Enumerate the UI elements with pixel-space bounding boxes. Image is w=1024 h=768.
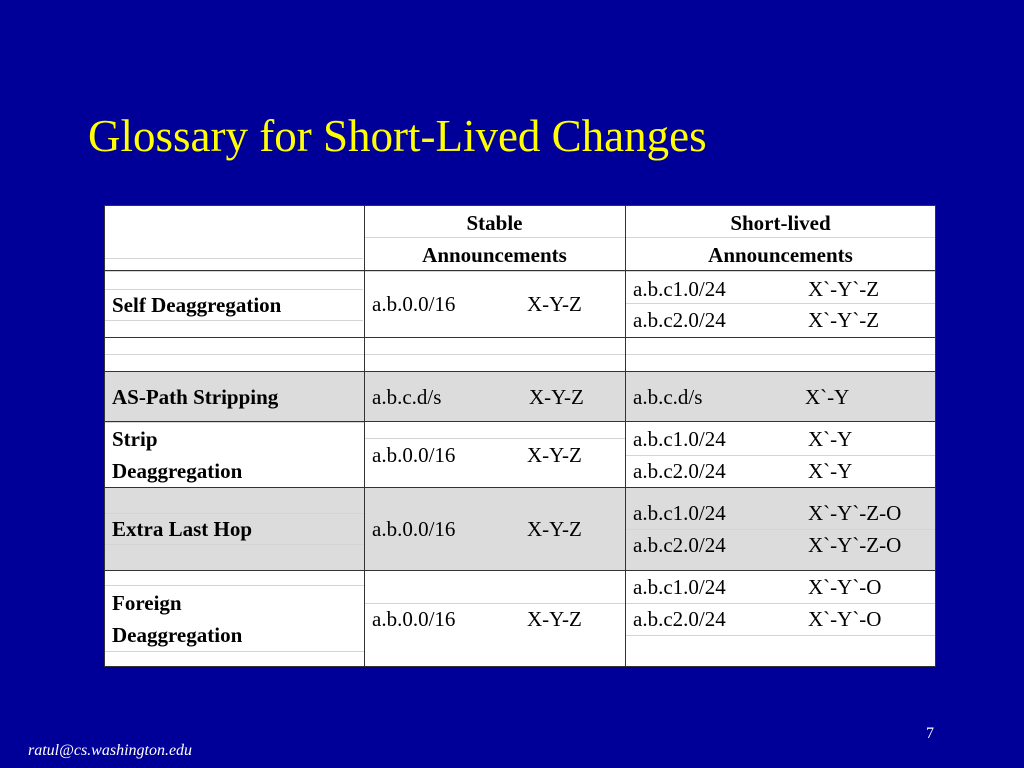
short-prefix: a.b.c1.0/24 (633, 427, 726, 451)
short-path: X`-Y`-O (808, 575, 882, 599)
stable-prefix: a.b.c.d/s (372, 385, 442, 409)
header-short-lived-line-1: Short-lived (730, 211, 831, 235)
short-prefix: a.b.c2.0/24 (633, 459, 726, 483)
page-number: 7 (926, 725, 934, 742)
short-path: X`-Y`-Z-O (808, 501, 902, 525)
stable-path: X-Y-Z (527, 517, 582, 541)
short-prefix: a.b.c.d/s (633, 385, 703, 409)
footer-email: ratul@cs.washington.edu (28, 742, 193, 759)
short-path: X`-Y`-O (808, 607, 882, 631)
short-prefix: a.b.c1.0/24 (633, 277, 726, 301)
short-path: X`-Y`-Z-O (808, 533, 902, 557)
stable-prefix: a.b.0.0/16 (372, 292, 456, 316)
row-label-self-deaggregation: Self Deaggregation (112, 293, 282, 317)
stable-prefix: a.b.0.0/16 (372, 517, 456, 541)
row-label-foreign-line-1: Foreign (112, 591, 182, 615)
short-path: X`-Y (808, 427, 853, 451)
short-path: X`-Y (805, 385, 850, 409)
slide-title: Glossary for Short-Lived Changes (88, 111, 707, 161)
row-label-strip-line-1: Strip (112, 427, 158, 451)
short-prefix: a.b.c1.0/24 (633, 575, 726, 599)
stable-path: X-Y-Z (527, 607, 582, 631)
short-prefix: a.b.c1.0/24 (633, 501, 726, 525)
short-prefix: a.b.c2.0/24 (633, 607, 726, 631)
header-stable-line-2: Announcements (422, 243, 567, 267)
row-label-as-path-stripping: AS-Path Stripping (112, 385, 279, 409)
short-path: X`-Y`-Z (808, 277, 880, 301)
stable-prefix: a.b.0.0/16 (372, 443, 456, 467)
row-label-strip-line-2: Deaggregation (112, 459, 243, 483)
short-path: X`-Y`-Z (808, 308, 880, 332)
short-prefix: a.b.c2.0/24 (633, 308, 726, 332)
stable-prefix: a.b.0.0/16 (372, 607, 456, 631)
stable-path: X-Y-Z (527, 443, 582, 467)
glossary-table (104, 205, 936, 667)
stable-path: X-Y-Z (527, 292, 582, 316)
header-stable-line-1: Stable (466, 211, 523, 235)
header-short-lived-line-2: Announcements (708, 243, 853, 267)
row-label-foreign-line-2: Deaggregation (112, 623, 243, 647)
row-label-extra-last-hop: Extra Last Hop (112, 517, 253, 541)
short-path: X`-Y (808, 459, 853, 483)
short-prefix: a.b.c2.0/24 (633, 533, 726, 557)
stable-path: X-Y-Z (529, 385, 584, 409)
